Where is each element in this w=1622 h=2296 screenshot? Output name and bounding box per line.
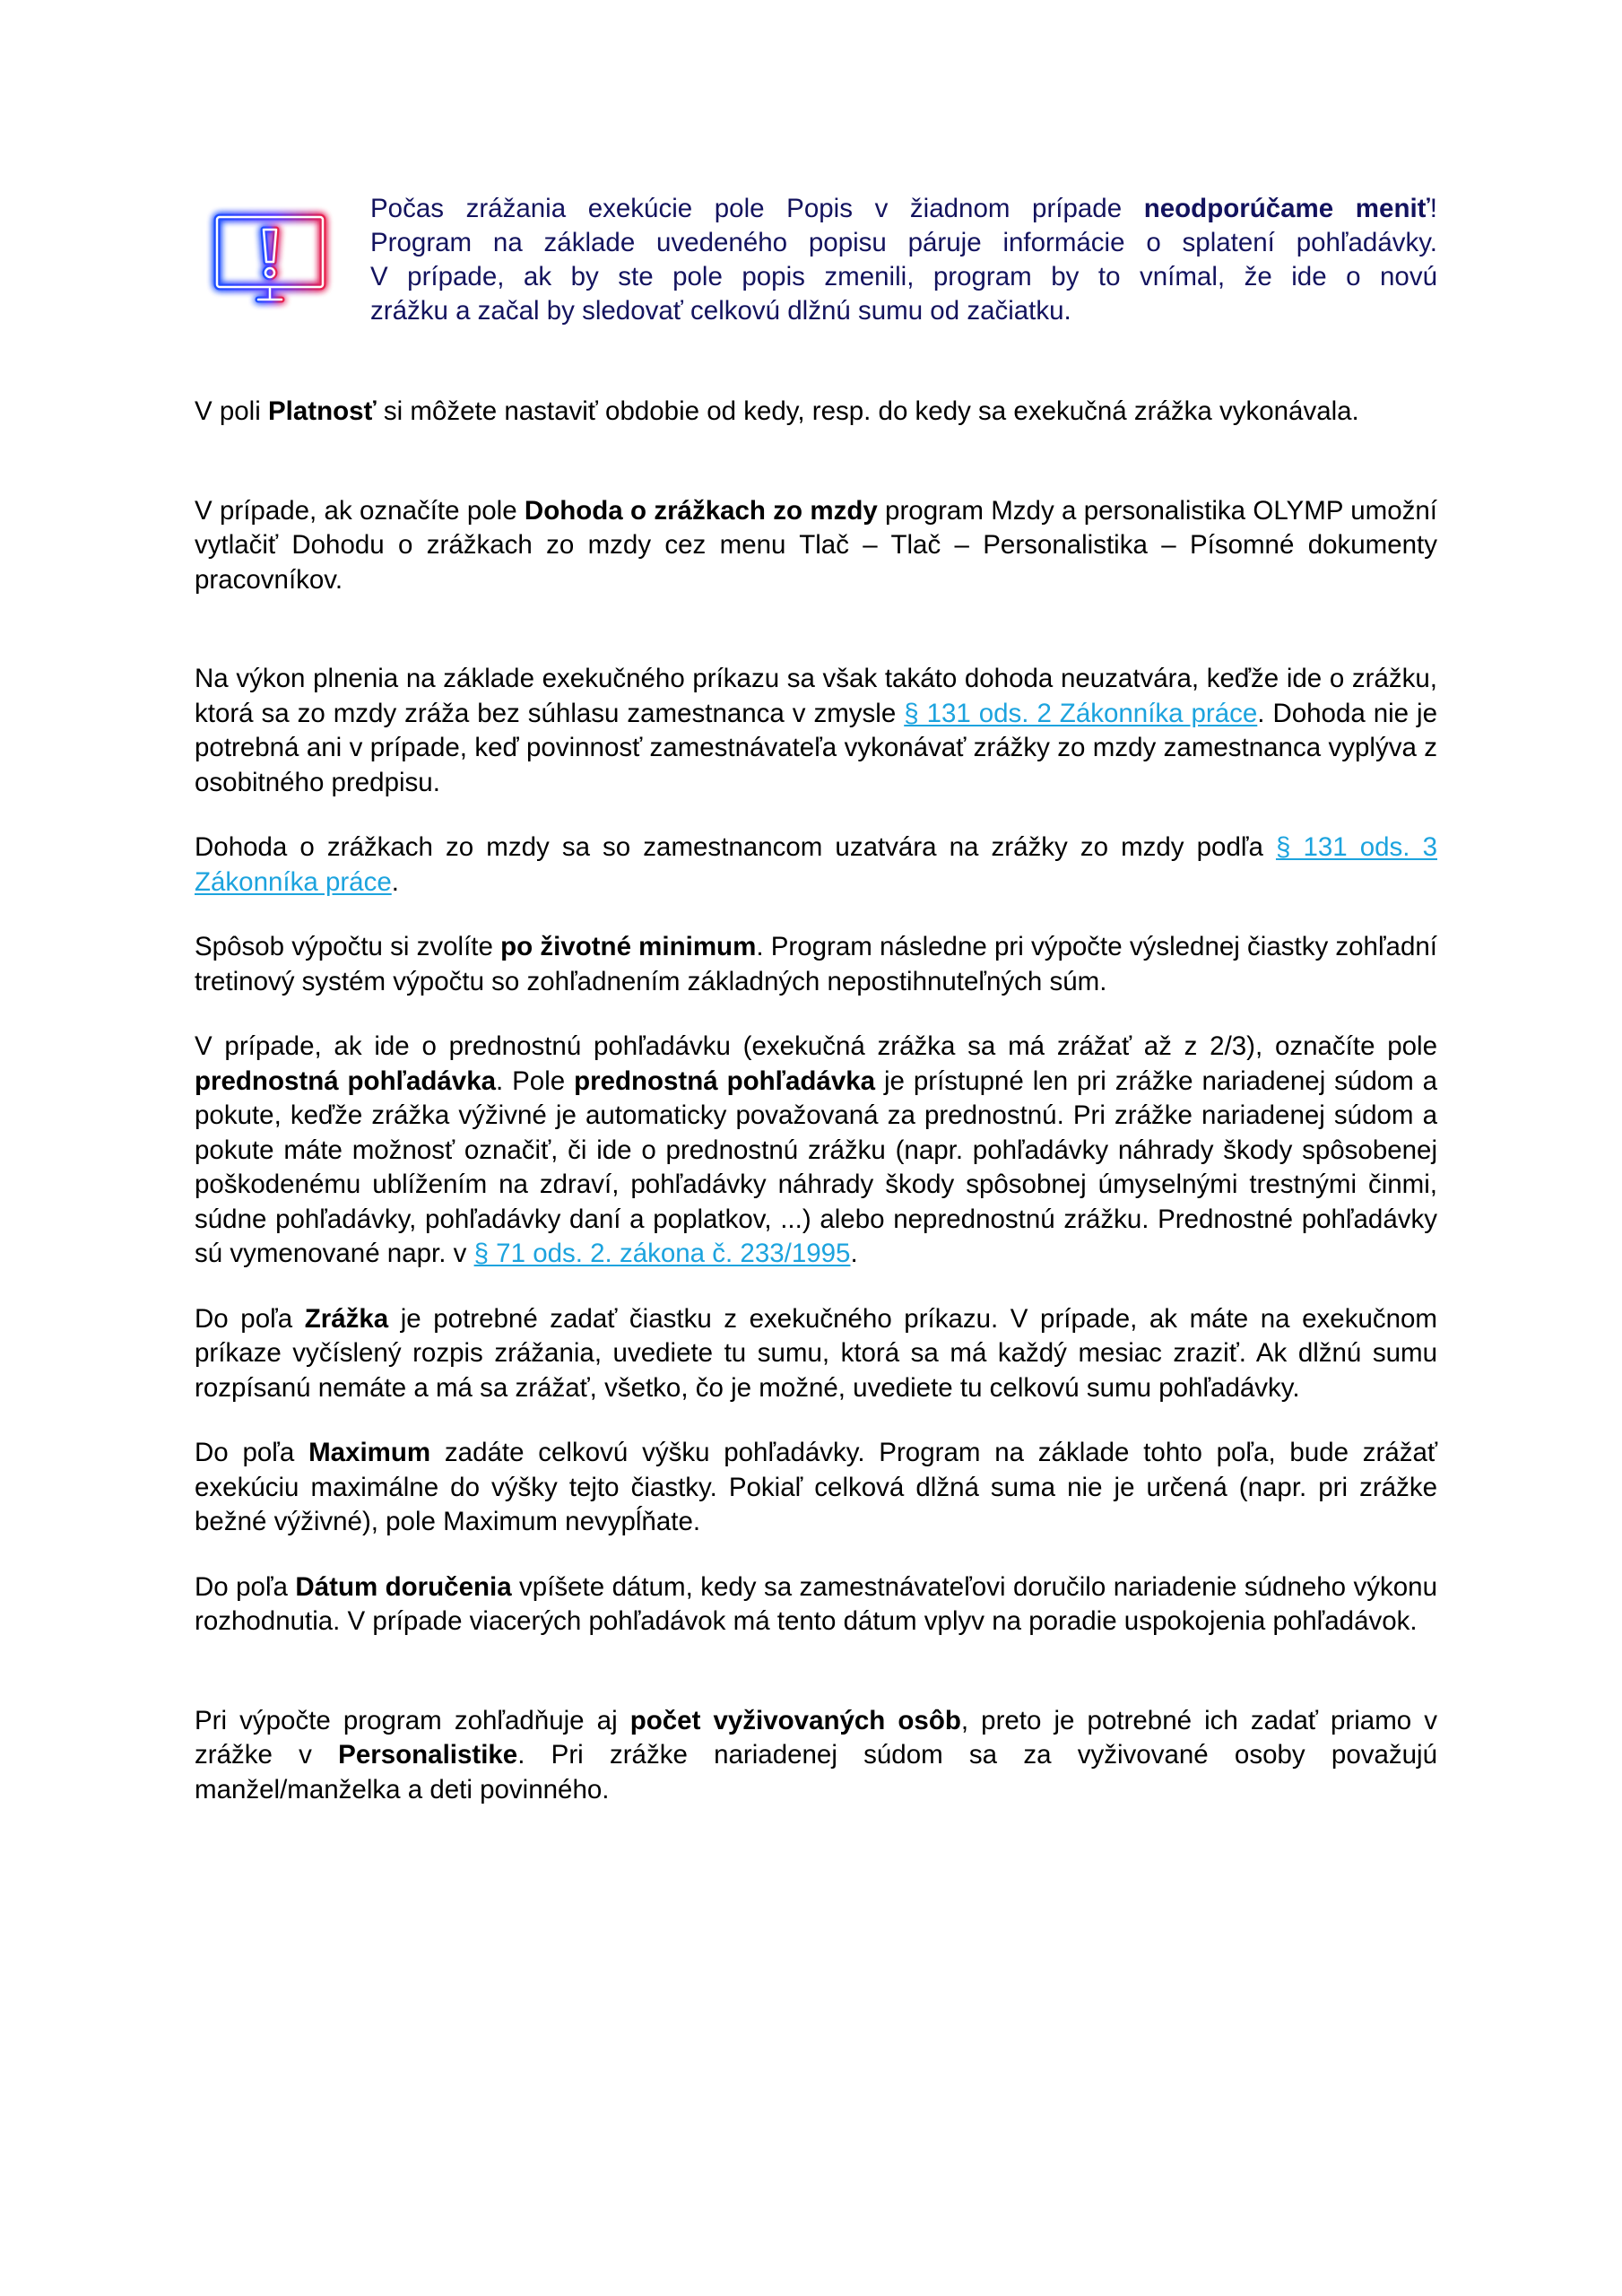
paragraph-datum-dorucenia: Do poľa Dátum doručenia vpíšete dátum, kedy sa zamestnávateľovi doručilo nariadenie súdneho výkonu rozhodnutia. V prípade viacerých pohľadávok má tento dátum vplyv na poradie uspokojenia pohľadávok.: [195, 1571, 1437, 1636]
field-name-datum-dorucenia: Dátum doručenia: [295, 1571, 512, 1602]
paragraph-dohoda-uzatvara: Dohoda o zrážkach zo mzdy sa so zamestnancom uzatvára na zrážky zo mzdy podľa § 131 ods. 3 Zákonníka práce.: [195, 832, 1437, 897]
paragraph-prednostna: V prípade, ak ide o prednostnú pohľadávku (exekučná zrážka sa má zrážať až z 2/3), označíte pole prednostná pohľadávka. Pole prednostná pohľadávka je prístupné len pri zrážke nariadenej súdom a pokute, keďže zrážka výživné je automaticky považovaná za prednostnú. Pri zrážke nariadenej súdom a pokute máte možnosť označiť, či ide o prednostnú zrážku (napr. pohľadávky náhrady škody spôsobenej poškodenému ublížením na zdraví, pohľadávky náhrady škody spôsobnej úmyselnými trestnými činmi, súdne pohľadávky, pohľadávky daní a poplatkov, ...) alebo neprednostnú zrážku. Prednostné pohľadávky sú vymenované napr. v § 71 ods. 2. zákona č. 233/1995.: [195, 1031, 1438, 1268]
paragraph-platnost: V poli Platnosť si môžete nastaviť obdobie od kedy, resp. do kedy sa exekučná zrážka vykonávala.: [195, 396, 1359, 426]
field-name-zivotne-minimum: po životné minimum: [500, 932, 757, 961]
warning-text: [370, 192, 1437, 328]
warning-callout: [202, 188, 1439, 341]
document-body: [195, 395, 1437, 1807]
paragraph-sposob-vypoctu: Spôsob výpočtu si zvolíte po životné minimum. Program následne pri výpočte výslednej čiastky zohľadní tretinový systém výpočtu so zohľadnením základných nepostihnuteľných súm.: [195, 932, 1437, 996]
paragraph-vykon: Na výkon plnenia na základe exekučného príkazu sa však takáto dohoda neuzatvára, keďže ide o zrážku, ktorá sa zo mzdy zráža bez súhlasu zamestnanca v zmysle § 131 ods. 2 Zákonníka práce. Dohoda nie je potrebná ani v prípade, keď povinnosť zamestnávateľa vykonávať zrážky zo mzdy zamestnanca vyplýva z osobitného predpisu.: [195, 664, 1437, 797]
paragraph-maximum: Do poľa Maximum zadáte celkovú výšku pohľadávky. Program na základe tohto poľa, bude zrážať exekúciu maximálne do výšky tejto čiastky. Pokiaľ celková dlžná suma nie je určená (napr. pri zrážke bežné výživné), pole Maximum nevypĺňate.: [195, 1438, 1438, 1536]
field-name-dohoda: Dohoda o zrážkach zo mzdy: [524, 495, 878, 526]
paragraph-zrazka: Do poľa Zrážka je potrebné zadať čiastku z exekučného príkazu. V prípade, ak máte na exekučnom príkaze vyčíslený rozpis zrážania, uvediete tu sumu, ktorá sa má každý mesiac zraziť. Ak dlžnú sumu rozpísanú nemáte a má sa zrážať, všetko, čo je možné, uvediete tu celkovú sumu pohľadávky.: [195, 1303, 1438, 1403]
link-131-ods-3[interactable]: § 131 ods. 3 Zákonníka práce: [195, 832, 1437, 897]
field-name-zrazka: Zrážka: [304, 1303, 389, 1334]
field-name-prednostna-2: prednostná pohľadávka: [574, 1065, 876, 1096]
warning-emphasis: neodporúčame meniť: [1143, 194, 1430, 223]
field-name-personalistike: Personalistike: [338, 1740, 518, 1770]
warning-line-4: zrážku a začal by sledovať celkovú dlžnú sumu od začiatku.: [370, 296, 1071, 326]
paragraph-pocet-osob: Pri výpočte program zohľadňuje aj počet vyživovaných osôb, preto je potrebné ich zadať priamo v zrážke v Personalistike. Pri zrážke nariadenej súdom sa za vyživované osoby považujú manžel/manželka a deti povinného.: [195, 1705, 1438, 1805]
paragraph-dohoda: V prípade, ak označíte pole Dohoda o zrážkach zo mzdy program Mzdy a personalistika OLYMP umožní vytlačiť Dohodu o zrážkach zo mzdy cez menu Tlač – Tlač – Personalistika – Písomné dokumenty pracovníkov.: [195, 495, 1437, 595]
field-name-platnost: Platnosť: [268, 396, 377, 426]
warning-line-2: Program na základe uvedeného popisu páruje informácie o splatení pohľadávky.: [370, 228, 1437, 257]
warning-line-3: V prípade, ak by ste pole popis zmenili, program by to vnímal, že ide o novú: [370, 262, 1437, 291]
field-name-maximum: Maximum: [308, 1438, 431, 1467]
monitor-warning-icon: [206, 206, 341, 332]
field-name-prednostna: prednostná pohľadávka: [195, 1065, 497, 1096]
field-name-pocet-osob: počet vyživovaných osôb: [629, 1705, 961, 1735]
link-71-zakon-233-1995[interactable]: § 71 ods. 2. zákona č. 233/1995: [473, 1239, 851, 1268]
warning-line-1: Počas zrážania exekúcie pole Popis v žiadnom prípade neodporúčame meniť!: [370, 194, 1437, 223]
link-131-ods-2[interactable]: § 131 ods. 2 Zákonníka práce: [904, 698, 1258, 728]
